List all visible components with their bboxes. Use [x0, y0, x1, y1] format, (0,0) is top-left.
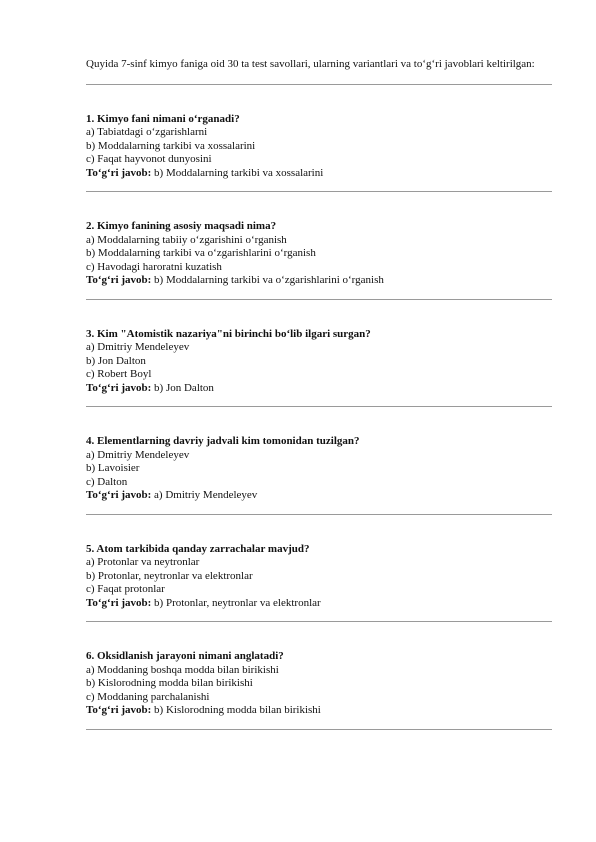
- question-block: [86, 113, 552, 181]
- divider: [86, 84, 552, 85]
- question-title: 2. Kimyo fanining asosiy maqsadi nima?: [86, 220, 277, 232]
- answer-option: c) Havodagi haroratni kuzatish: [86, 260, 222, 273]
- answer-option: b) Kislorodning modda bilan birikishi: [86, 677, 253, 689]
- answer-option: c) Faqat protonlar: [86, 583, 165, 595]
- question-title: 6. Oksidlanish jarayoni nimani anglatadi?: [86, 650, 284, 662]
- answer-option: a) Moddalarning tabiiy o‘zgarishini o‘rganish: [86, 233, 287, 246]
- question-title: 1. Kimyo fani nimani o‘rganadi?: [86, 112, 240, 125]
- correct-answer: [86, 274, 552, 288]
- correct-answer-label: To‘g‘ri javob:: [86, 596, 152, 609]
- question-block: [86, 650, 552, 718]
- correct-answer-label: To‘g‘ri javob:: [86, 166, 152, 179]
- answer-option: a) Tabiatdagi o‘zgarishlarni: [86, 126, 208, 138]
- divider: [86, 299, 552, 300]
- answer-option: a) Protonlar va neytronlar: [86, 556, 200, 568]
- answer-option: c) Moddaning parchalanishi: [86, 690, 210, 703]
- answer-option: b) Protonlar, neytronlar va elektronlar: [86, 569, 253, 582]
- correct-answer-label: To‘g‘ri javob:: [86, 489, 152, 501]
- question-title: 5. Atom tarkibida qanday zarrachalar mavjud?: [86, 542, 310, 555]
- answer-option: b) Moddalarning tarkibi va o‘zgarishlarini o‘rganish: [86, 247, 316, 259]
- correct-answer-value: b) Moddalarning tarkibi va xossalarini: [154, 166, 324, 179]
- correct-answer-label: To‘g‘ri javob:: [86, 704, 152, 716]
- divider: [86, 729, 552, 730]
- correct-answer-label: To‘g‘ri javob:: [86, 381, 152, 394]
- answer-option: c) Faqat hayvonot dunyosini: [86, 153, 212, 165]
- answer-option: b) Lavoisier: [86, 462, 140, 474]
- question-block: [86, 220, 552, 288]
- answer-option: a) Moddaning boshqa modda bilan birikishi: [86, 663, 279, 676]
- question-block: [86, 543, 552, 611]
- answer-option: b) Jon Dalton: [86, 354, 146, 367]
- question-title: 4. Elementlarning davriy jadvali kim tomonidan tuzilgan?: [86, 435, 360, 447]
- question-list: [86, 113, 552, 730]
- correct-answer-value: b) Jon Dalton: [154, 381, 214, 394]
- correct-answer-label: To‘g‘ri javob:: [86, 274, 152, 286]
- divider: [86, 621, 552, 622]
- correct-answer: [86, 597, 552, 611]
- correct-answer-value: b) Moddalarning tarkibi va o‘zgarishlarini o‘rganish: [154, 274, 384, 286]
- answer-option: b) Moddalarning tarkibi va xossalarini: [86, 139, 256, 152]
- answer-option: c) Robert Boyl: [86, 368, 152, 380]
- correct-answer: [86, 489, 552, 503]
- intro-paragraph: Quyida 7-sinf kimyo faniga oid 30 ta test savollari, ularning variantlari va to‘g‘ri javoblari keltirilgan:: [86, 58, 535, 70]
- answer-option: a) Dmitriy Mendeleyev: [86, 341, 190, 353]
- correct-answer-value: b) Kislorodning modda bilan birikishi: [154, 704, 321, 716]
- correct-answer: [86, 167, 552, 181]
- question-block: [86, 435, 552, 503]
- divider: [86, 191, 552, 192]
- correct-answer-value: a) Dmitriy Mendeleyev: [154, 489, 258, 501]
- document-page: [86, 58, 552, 730]
- answer-option: a) Dmitriy Mendeleyev: [86, 448, 190, 461]
- correct-answer: [86, 704, 552, 718]
- answer-option: c) Dalton: [86, 475, 128, 488]
- question-block: [86, 328, 552, 396]
- question-title: 3. Kim "Atomistik nazariya"ni birinchi bo‘lib ilgari surgan?: [86, 327, 371, 340]
- correct-answer: [86, 382, 552, 396]
- divider: [86, 406, 552, 407]
- divider: [86, 514, 552, 515]
- correct-answer-value: b) Protonlar, neytronlar va elektronlar: [154, 596, 321, 609]
